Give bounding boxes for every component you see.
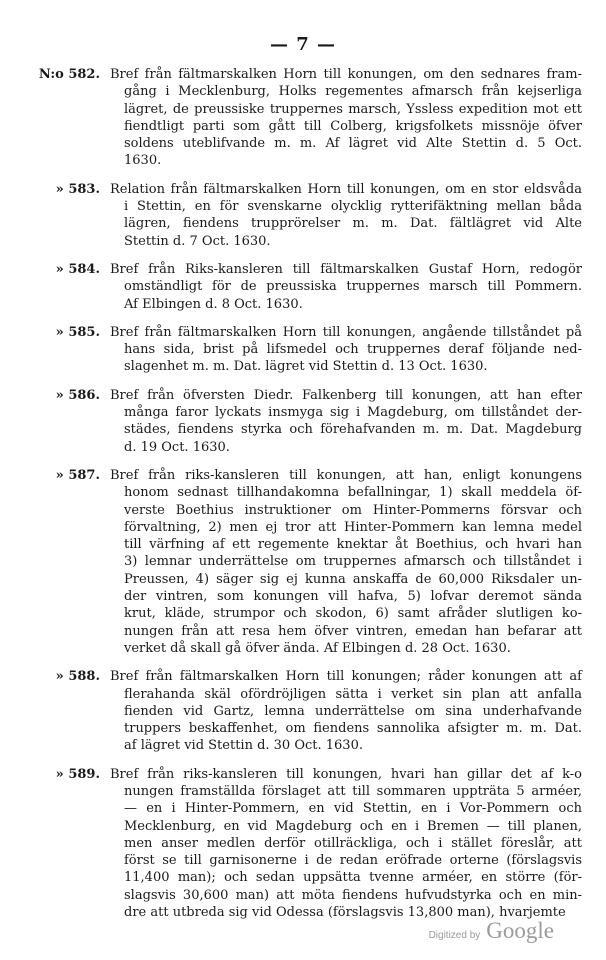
digitized-by-watermark [429, 918, 554, 944]
entry-line: städes, fiendens styrka och förehafvanden m. m. Dat. Magdeburg [124, 422, 582, 438]
entry-text [110, 324, 582, 376]
entry-line: nungen från att resa hem öfver vintren, emedan han befarar att [124, 623, 582, 639]
entry-line: gång i Mecklenburg, Holks regementes afmarsch från kejserliga [124, 84, 582, 100]
entry-line: 1630. [124, 153, 162, 169]
entry-line: honom sednast tillhandakomna befallningar, 1) skall meddela öf- [124, 485, 582, 501]
entry-number: » 586. [55, 387, 100, 403]
entry-number: » 583. [55, 181, 100, 197]
entry-line: truppers beskaffenhet, om fiendens sannolika afsigter m. m. Dat. [124, 721, 582, 737]
entry [26, 467, 582, 657]
entry-line: verste Boethius instruktioner om Hinter-Pommerns försvar och [124, 502, 582, 518]
entry-number: » 584. [55, 261, 100, 277]
entry-number: » 588. [55, 669, 100, 685]
entry-line: slagenhet m. m. Dat. lägret vid Stettin d. 13 Oct. 1630. [124, 359, 488, 375]
entry-line: der vintren, som konungen vill hafva, 5) lofvar deremot sända [124, 589, 582, 605]
entry-line: många faror lyckats insmyga sig i Magdeburg, om tillståndet der- [124, 405, 582, 421]
entry-line: soldens uteblifvande m. m. Af lägret vid Alte Stettin d. 5 Oct. [124, 136, 582, 152]
entry-line: Preussen, 4) säger sig ej kunna anskaffa de 60,000 Riksdaler un- [124, 571, 582, 587]
page-number: — 7 — [269, 34, 337, 55]
entry-line: flerahanda skäl ofördröjligen sätta i verket sin plan att anfalla [124, 686, 582, 702]
entry-line: slagsvis 30,600 man) att möta fiendens hufvudstyrka och en min- [124, 887, 582, 903]
entry [26, 261, 582, 313]
entry-line: lägren, fiendens trupprörelser m. m. Dat. fältlägret vid Alte [124, 216, 582, 232]
entry-text [110, 467, 582, 657]
entry [26, 387, 582, 456]
entry-line: omständligt för de preussiska truppernes marsch till Pommern. [124, 279, 582, 295]
entry-number: » 587. [55, 467, 100, 483]
entry-line: 11,400 man); och sedan uppsätta tvenne arméer, en större (för- [124, 870, 582, 886]
entry-line: — en i Hinter-Pommern, en vid Stettin, en i Vor-Pommern och [124, 801, 582, 817]
entry-line: Af Elbingen d. 8 Oct. 1630. [124, 296, 303, 312]
entry-line: Bref från fältmarskalken Horn till konungen, angående tillståndet på [110, 324, 582, 340]
google-logo: Google [486, 918, 554, 943]
entry-line: Mecklenburg, en vid Magdeburg och en i Bremen — till planen, [124, 818, 582, 834]
entry-text [110, 66, 582, 170]
entry-line: Stettin d. 7 Oct. 1630. [124, 233, 271, 249]
entry-line: fienden vid Gartz, lemna underrättelse om sina underhafvande [124, 703, 582, 719]
entry-line: Bref från riks-kansleren till konungen, hvari han gillar det af k-o [110, 766, 582, 782]
entry [26, 66, 582, 170]
entry-line: fiendtligt parti som gått till Colberg, krigsfolkets missnöje öfver [124, 118, 582, 134]
entry-line: Bref från fältmarskalken Horn till konungen; råder konungen att af [110, 669, 582, 685]
entry-line: krut, kläde, strumpor och skodon, 6) samt afråder slutligen ko- [124, 606, 582, 622]
entry-line: till värfning af ett regemente knektar åt Boethius, och hvari han [124, 537, 582, 553]
entry-line: förvaltning, 2) men ej tror att Hinter-Pommern kan lemna medel [124, 519, 582, 535]
entry [26, 324, 582, 376]
entry-line: Bref från riks-kansleren till konungen, att han, enligt konungens [110, 467, 582, 483]
entry-text [110, 387, 582, 456]
entry-number: » 585. [55, 324, 100, 340]
entry-line: men anser medlen derför otillräckliga, och i stället föreslår, att [124, 835, 582, 851]
entry-text [110, 261, 582, 313]
entry-line: 3) lemnar underrättelse om truppernes afmarsch och tillståndet i [124, 554, 582, 570]
entry-number: N:o 582. [38, 67, 100, 82]
entry-line: dre att utbreda sig vid Odessa (förslagsvis 13,800 man), hvarjemte [124, 905, 566, 921]
entry-line: Bref från Riks-kansleren till fältmarskalken Gustaf Horn, redogör [110, 261, 582, 277]
entry-line: hans sida, brist på lifsmedel och truppernes deraf följande ned- [124, 342, 582, 358]
entry-line: Bref från öfversten Diedr. Falkenberg till konungen, att han efter [110, 387, 582, 403]
entry-text [110, 181, 582, 250]
entry [26, 181, 582, 250]
entry-line: nungen framställda förslaget att till sommaren uppträta 5 arméer, [124, 783, 582, 799]
entry [26, 766, 582, 922]
entry-line: lägret, de preussiske truppernes marsch, Yssless expedition mot ett [124, 101, 582, 117]
entry-number: » 589. [55, 766, 100, 782]
entry-line: af lägret vid Stettin d. 30 Oct. 1630. [124, 738, 363, 754]
entry [26, 668, 582, 754]
entry-list [26, 66, 582, 932]
entry-line: d. 19 Oct. 1630. [124, 439, 230, 455]
entry-line: först se till garnisonerne i de redan eröfrade orterne (förslagsvis [124, 853, 582, 869]
entry-line: Bref från fältmarskalken Horn till konungen, om den sednares fram- [110, 67, 582, 82]
watermark-prefix: Digitized by [428, 930, 481, 941]
entry-text [110, 766, 582, 922]
entry-line: verket då skall gå öfver ända. Af Elbingen d. 28 Oct. 1630. [124, 640, 511, 656]
entry-text [110, 668, 582, 754]
entry-line: Relation från fältmarskalken Horn till konungen, om en stor eldsvåda [110, 181, 582, 197]
entry-line: i Stettin, en för svenskarne olycklig rytterifäktning mellan båda [124, 199, 582, 215]
